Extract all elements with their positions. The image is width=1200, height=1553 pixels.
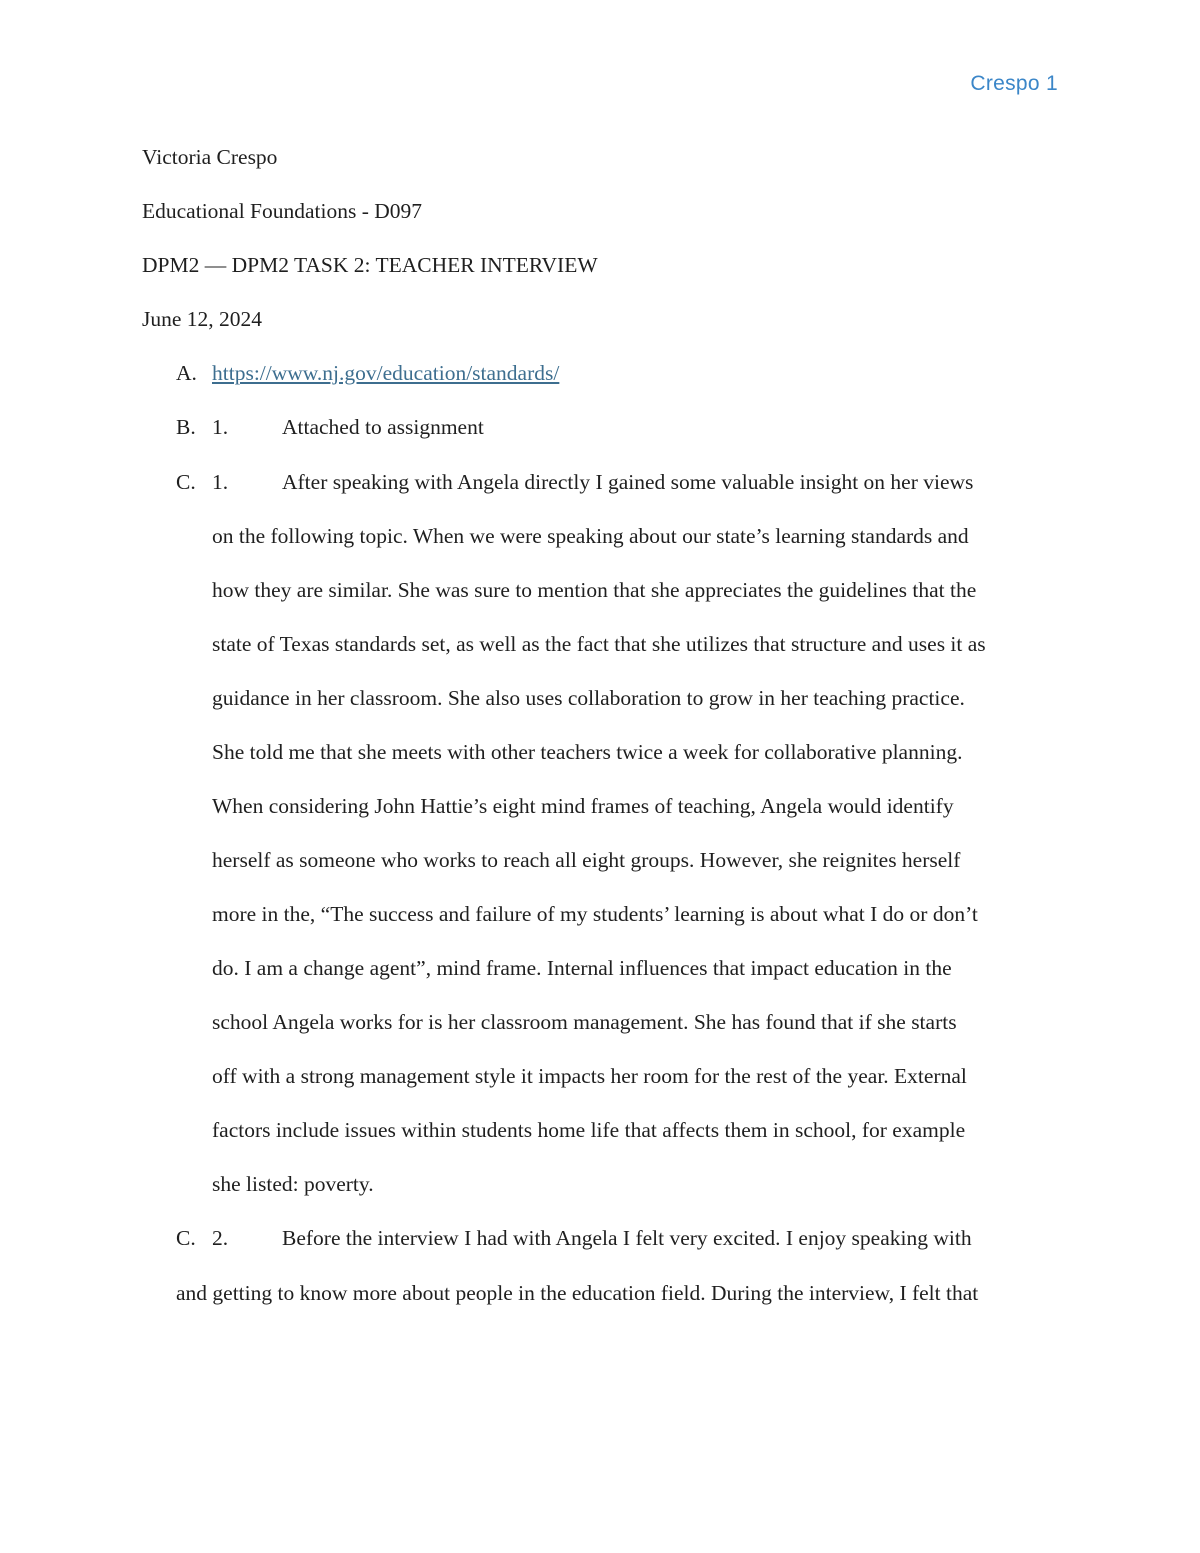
- section-c1-first-line: [176, 468, 973, 496]
- section-c2-first-text: Before the interview I had with Angela I felt very excited. I enjoy speaking with: [282, 1226, 972, 1250]
- paragraph-line: how they are similar. She was sure to mention that she appreciates the guidelines that the: [212, 578, 977, 602]
- section-b1-text: Attached to assignment: [282, 415, 484, 439]
- section-c2-first-line: [176, 1224, 972, 1252]
- section-c2-letter: C.: [176, 1226, 196, 1250]
- author-name: Victoria Crespo: [142, 145, 278, 169]
- paragraph-line: state of Texas standards set, as well as the fact that she utilizes that structure and uses it as: [212, 632, 986, 656]
- section-a-letter: A.: [176, 361, 197, 385]
- section-b1-number: 1.: [212, 415, 229, 439]
- paragraph-line: factors include issues within students home life that affects them in school, for example: [212, 1118, 966, 1142]
- running-header: Crespo 1: [970, 72, 1058, 95]
- section-b-letter: B.: [176, 415, 196, 439]
- paragraph-line: She told me that she meets with other teachers twice a week for collaborative planning.: [212, 740, 963, 764]
- paragraph-line: on the following topic. When we were speaking about our state’s learning standards and: [212, 524, 969, 548]
- document-date: June 12, 2024: [142, 307, 263, 331]
- section-c2-number: 2.: [212, 1226, 229, 1250]
- paragraph-line: off with a strong management style it impacts her room for the rest of the year. External: [212, 1064, 967, 1088]
- task-title: DPM2 — DPM2 TASK 2: TEACHER INTERVIEW: [142, 253, 598, 277]
- paragraph-line: more in the, “The success and failure of my students’ learning is about what I do or don’t: [212, 902, 978, 926]
- paragraph-line: and getting to know more about people in the education field. During the interview, I felt that: [176, 1281, 979, 1305]
- course-name: Educational Foundations - D097: [142, 199, 423, 223]
- standards-link[interactable]: https://www.nj.gov/education/standards/: [212, 361, 560, 385]
- section-b1: [176, 413, 484, 441]
- paragraph-line: she listed: poverty.: [212, 1172, 374, 1196]
- section-c1-letter: C.: [176, 470, 196, 494]
- paragraph-line: guidance in her classroom. She also uses collaboration to grow in her teaching practice.: [212, 686, 965, 710]
- paragraph-line: When considering John Hattie’s eight mind frames of teaching, Angela would identify: [212, 794, 954, 818]
- paragraph-line: school Angela works for is her classroom management. She has found that if she starts: [212, 1010, 957, 1034]
- paragraph-line: herself as someone who works to reach all eight groups. However, she reignites herself: [212, 848, 961, 872]
- section-a: [176, 359, 559, 387]
- section-c1-first-text: After speaking with Angela directly I gained some valuable insight on her views: [282, 470, 974, 494]
- paragraph-line: do. I am a change agent”, mind frame. Internal influences that impact education in the: [212, 956, 952, 980]
- section-c1-number: 1.: [212, 470, 229, 494]
